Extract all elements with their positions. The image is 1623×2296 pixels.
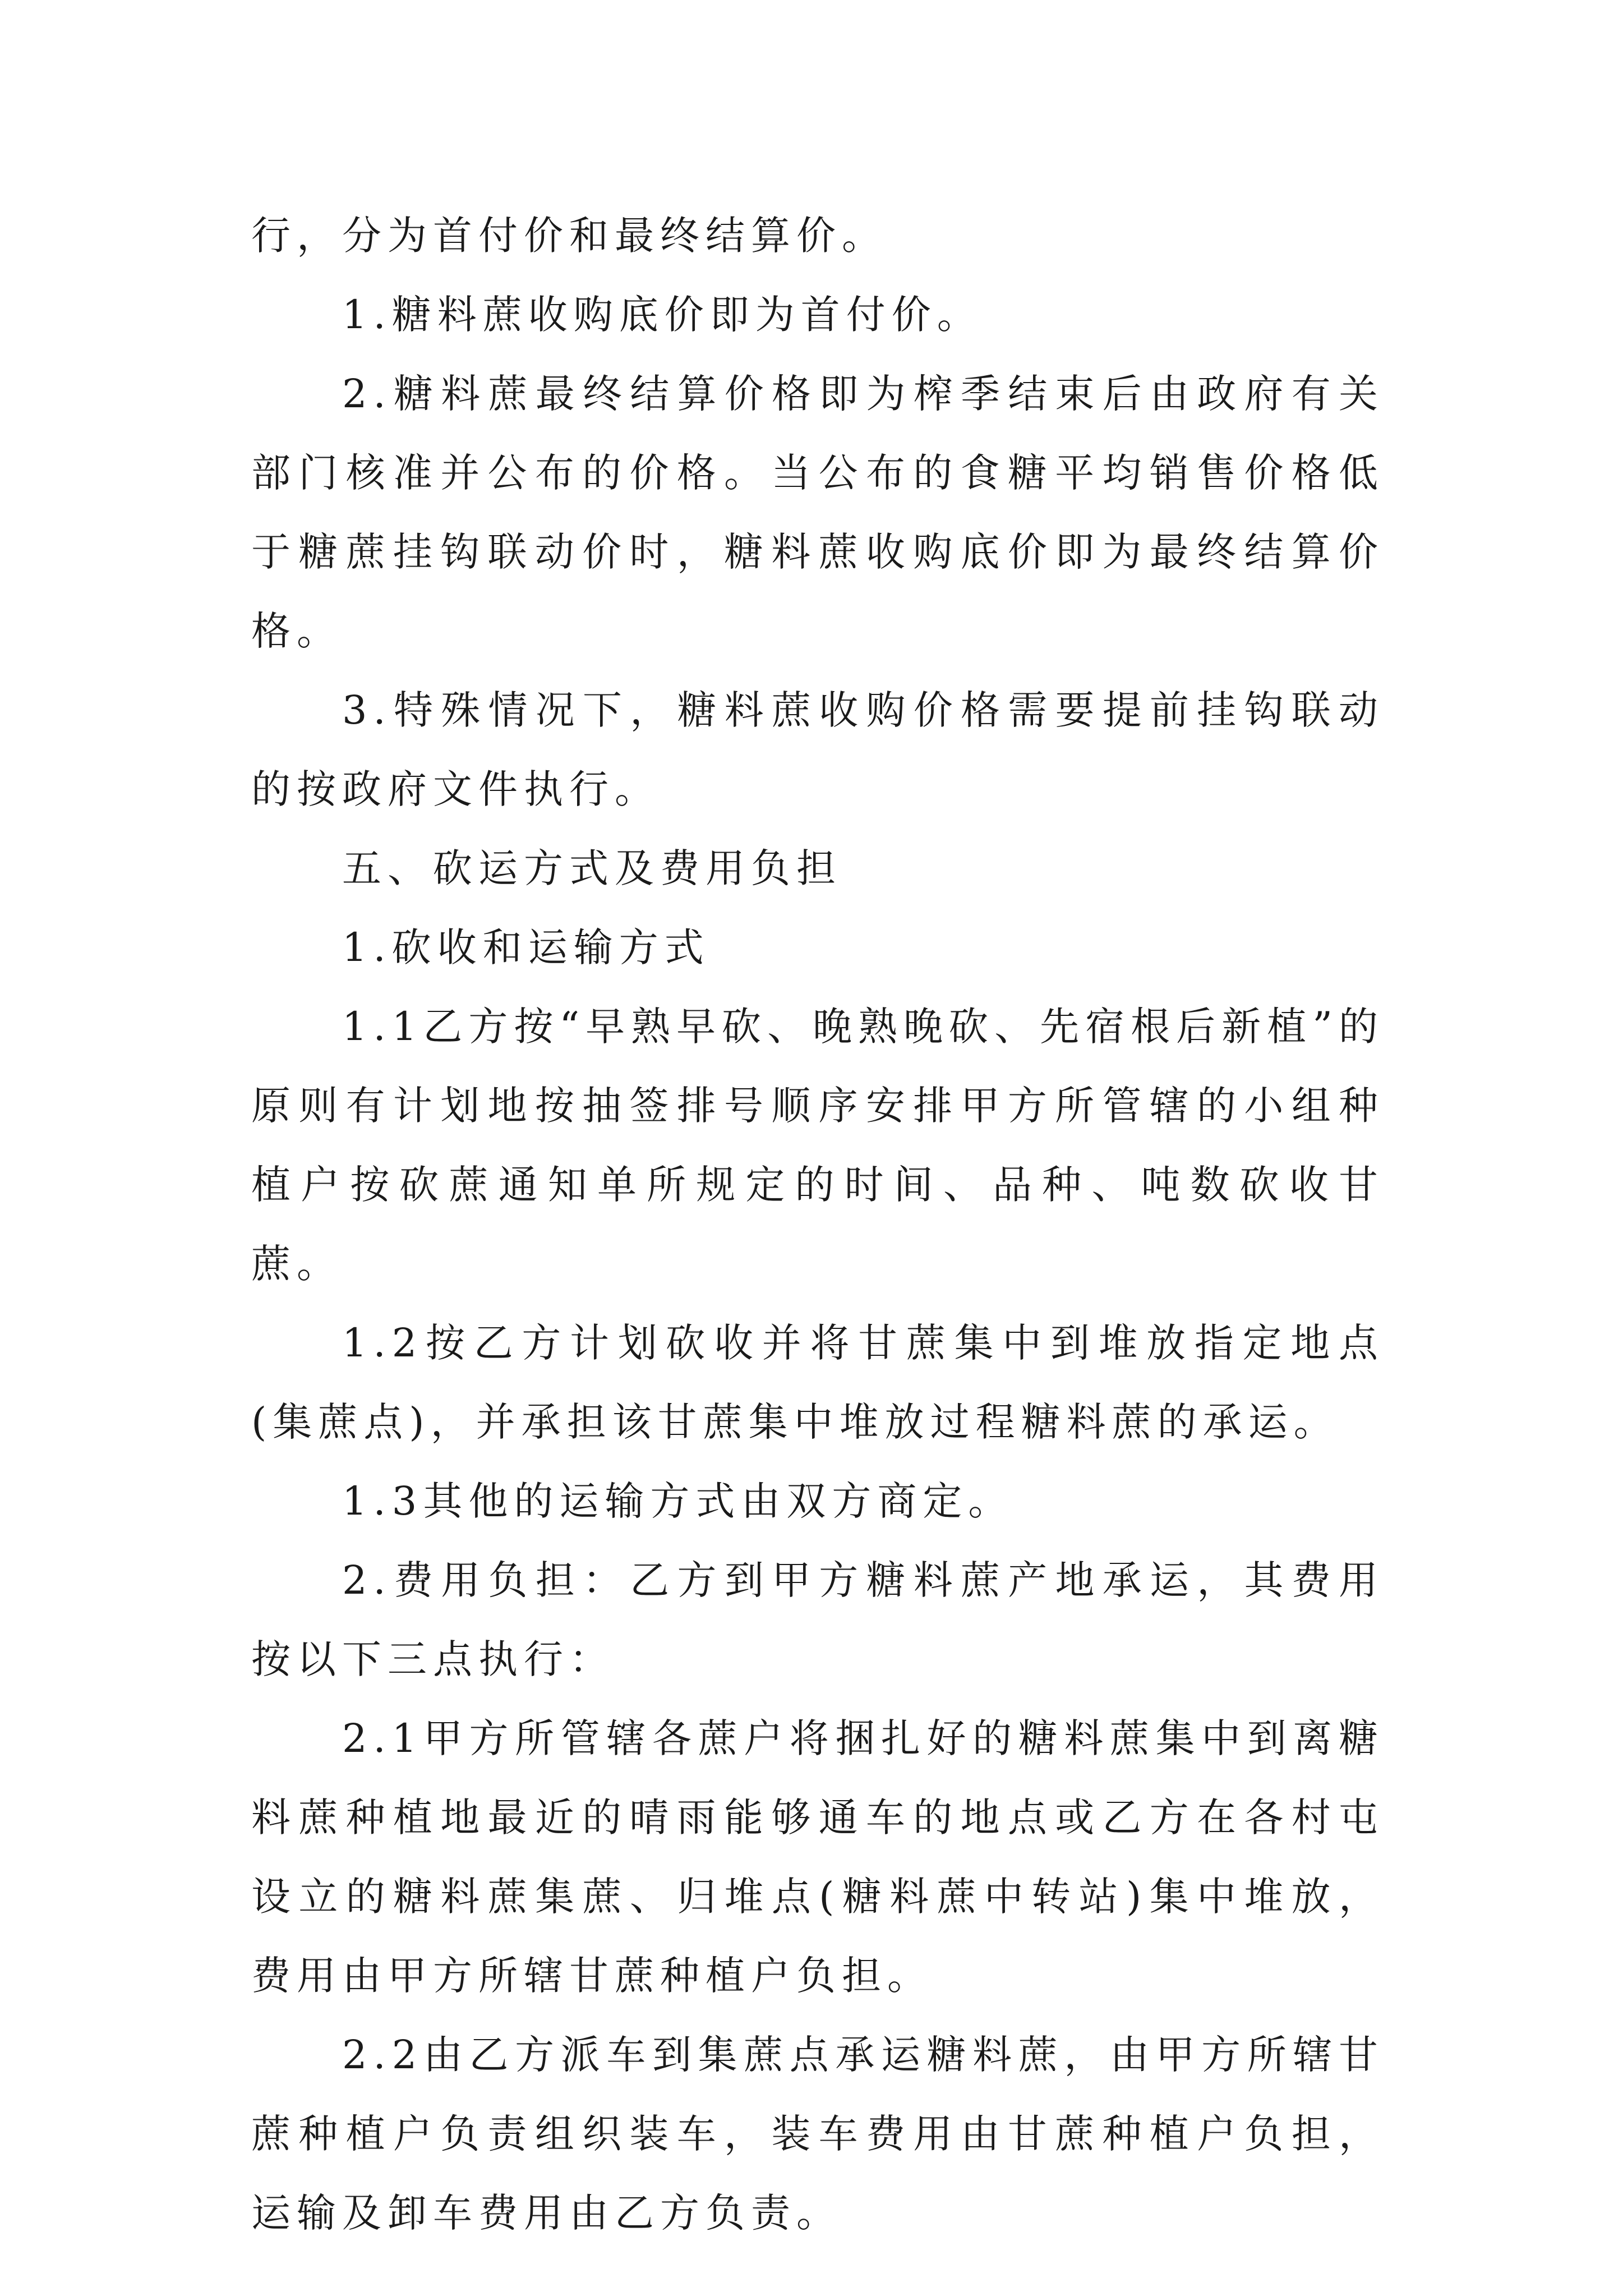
paragraph-1-3: 1.3其他的运输方式由双方商定。 [342,1478,1014,1524]
paragraph-2-1: 2.1甲方所管辖各蔗户将捆扎好的糖料蔗集中到离糖料蔗种植地最近的晴雨能够通车的地点或乙方在各村屯设立的糖料蔗集蔗、归堆点(糖料蔗中转站)集中堆放，费用由甲方所辖甘蔗种植户负担。 [251,1715,1384,1999]
document-body [251,196,1384,2253]
paragraph-1-2: 1.2按乙方计划砍收并将甘蔗集中到堆放指定地点(集蔗点)，并承担该甘蔗集中堆放过程糖料蔗的承运。 [251,1320,1384,1445]
section-heading-five: 五、砍运方式及费用负担 [342,845,842,891]
paragraph-2-final-settlement: 2.糖料蔗最终结算价格即为榨季结束后由政府有关部门核准并公布的价格。当公布的食糖平均销售价格低于糖蔗挂钩联动价时，糖料蔗收购底价即为最终结算价格。 [251,371,1384,654]
paragraph-3-special-cases: 3.特殊情况下，糖料蔗收购价格需要提前挂钩联动的按政府文件执行。 [251,687,1384,812]
paragraph-2-2: 2.2由乙方派车到集蔗点承运糖料蔗，由甲方所辖甘蔗种植户负责组织装车，装车费用由甘蔗种植户负担，运输及卸车费用由乙方负责。 [251,2032,1384,2236]
paragraph-2-cost-burden: 2.费用负担：乙方到甲方糖料蔗产地承运，其费用按以下三点执行： [251,1557,1384,1682]
paragraph-1-first-payment: 1.糖料蔗收购底价即为首付价。 [342,292,983,338]
paragraph-continuation: 行，分为首付价和最终结算价。 [251,213,887,259]
paragraph-1-1: 1.1乙方按“早熟早砍、晚熟晚砍、先宿根后新植”的原则有计划地按抽签排号顺序安排甲方所管辖的小组种植户按砍蔗通知单所规定的时间、品种、吨数砍收甘蔗。 [251,1004,1384,1287]
subheading-harvest-transport: 1.砍收和运输方式 [342,924,710,970]
